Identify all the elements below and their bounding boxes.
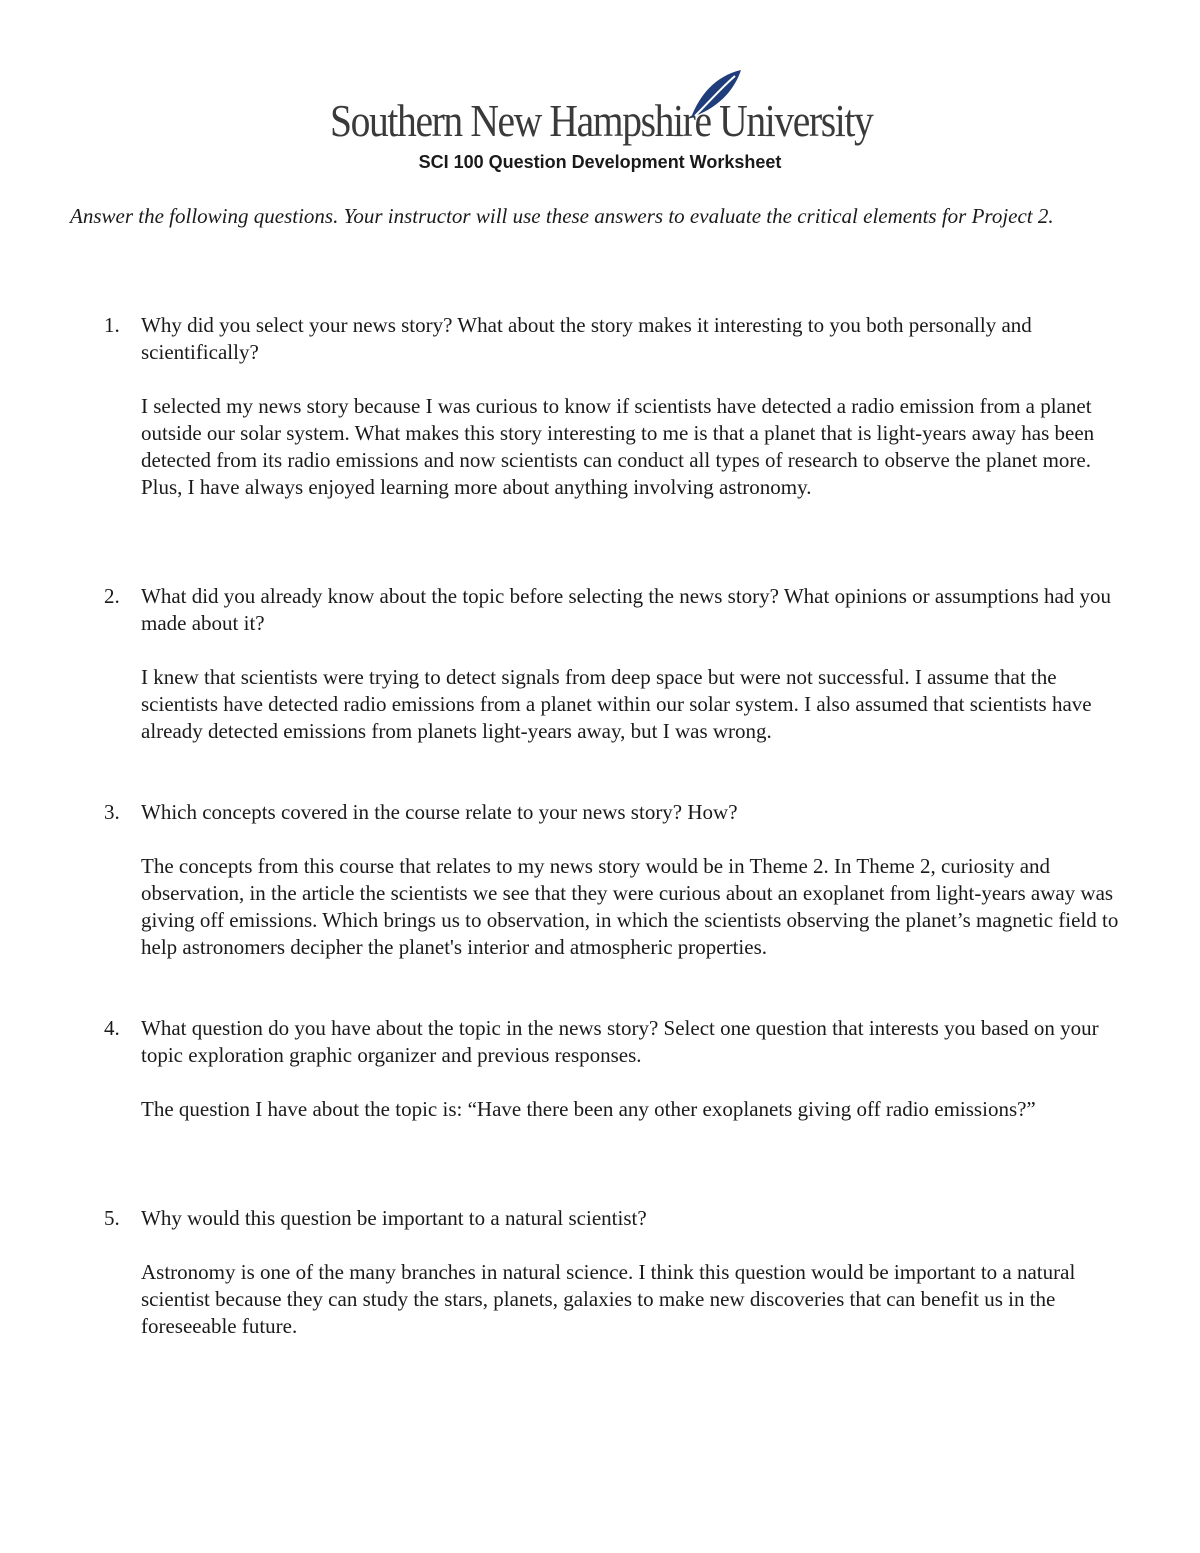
answer-text: I selected my news story because I was curious to know if scientists have detected a radio emission from a planet outside our solar system. What makes this story interesting to me is that a planet that is light-years away has been detected from its radio emissions and now scientists can conduct all types of research to observe the planet more. Plus, I have always enjoyed learning more about anything involving astronomy. <box>141 394 1095 499</box>
question-text: What question do you have about the topic in the news story? Select one question that interests you based on your topic exploration graphic organizer and previous responses. <box>141 1016 1099 1067</box>
leaf-icon <box>685 66 745 126</box>
answer-text: Astronomy is one of the many branches in natural science. I think this question would be important to a natural scientist because they can study the stars, planets, galaxies to make new discoveries that can benefit us in the foreseeable future. <box>141 1260 1076 1338</box>
question-text: What did you already know about the topic before selecting the news story? What opinions or assumptions had you made about it? <box>141 584 1112 635</box>
question-number: 2. <box>104 584 120 608</box>
university-logo <box>330 66 873 156</box>
question-number: 5. <box>104 1206 120 1230</box>
logo-wordmark: Southern New Hampshire University <box>330 95 873 146</box>
question-text: Why did you select your news story? What about the story makes it interesting to you both personally and scientifically? <box>141 313 1032 364</box>
question-number: 1. <box>104 313 120 337</box>
question-text: Why would this question be important to a natural scientist? <box>141 1206 647 1230</box>
answer-text: I knew that scientists were trying to detect signals from deep space but were not successful. I assume that the scientists have detected radio emissions from a planet within our solar system. I also assumed that scientists have already detected emissions from planets light-years away, but I was wrong. <box>141 665 1092 743</box>
instructions-text: Answer the following questions. Your instructor will use these answers to evaluate the critical elements for Project 2. <box>70 204 1054 228</box>
answer-text: The concepts from this course that relates to my news story would be in Theme 2. In Theme 2, curiosity and observation, in the article the scientists we see that they were curious about an exoplanet from light-years away was giving off emissions. Which brings us to observation, in which the scientists observing the planet’s magnetic field to help astronomers decipher the planet's interior and atmospheric properties. <box>141 854 1119 959</box>
question-number: 4. <box>104 1016 120 1040</box>
document-title: SCI 100 Question Development Worksheet <box>418 152 782 172</box>
answer-text: The question I have about the topic is: “Have there been any other exoplanets giving off radio emissions?” <box>141 1097 1036 1121</box>
question-number: 3. <box>104 800 120 824</box>
question-text: Which concepts covered in the course relate to your news story? How? <box>141 800 738 824</box>
